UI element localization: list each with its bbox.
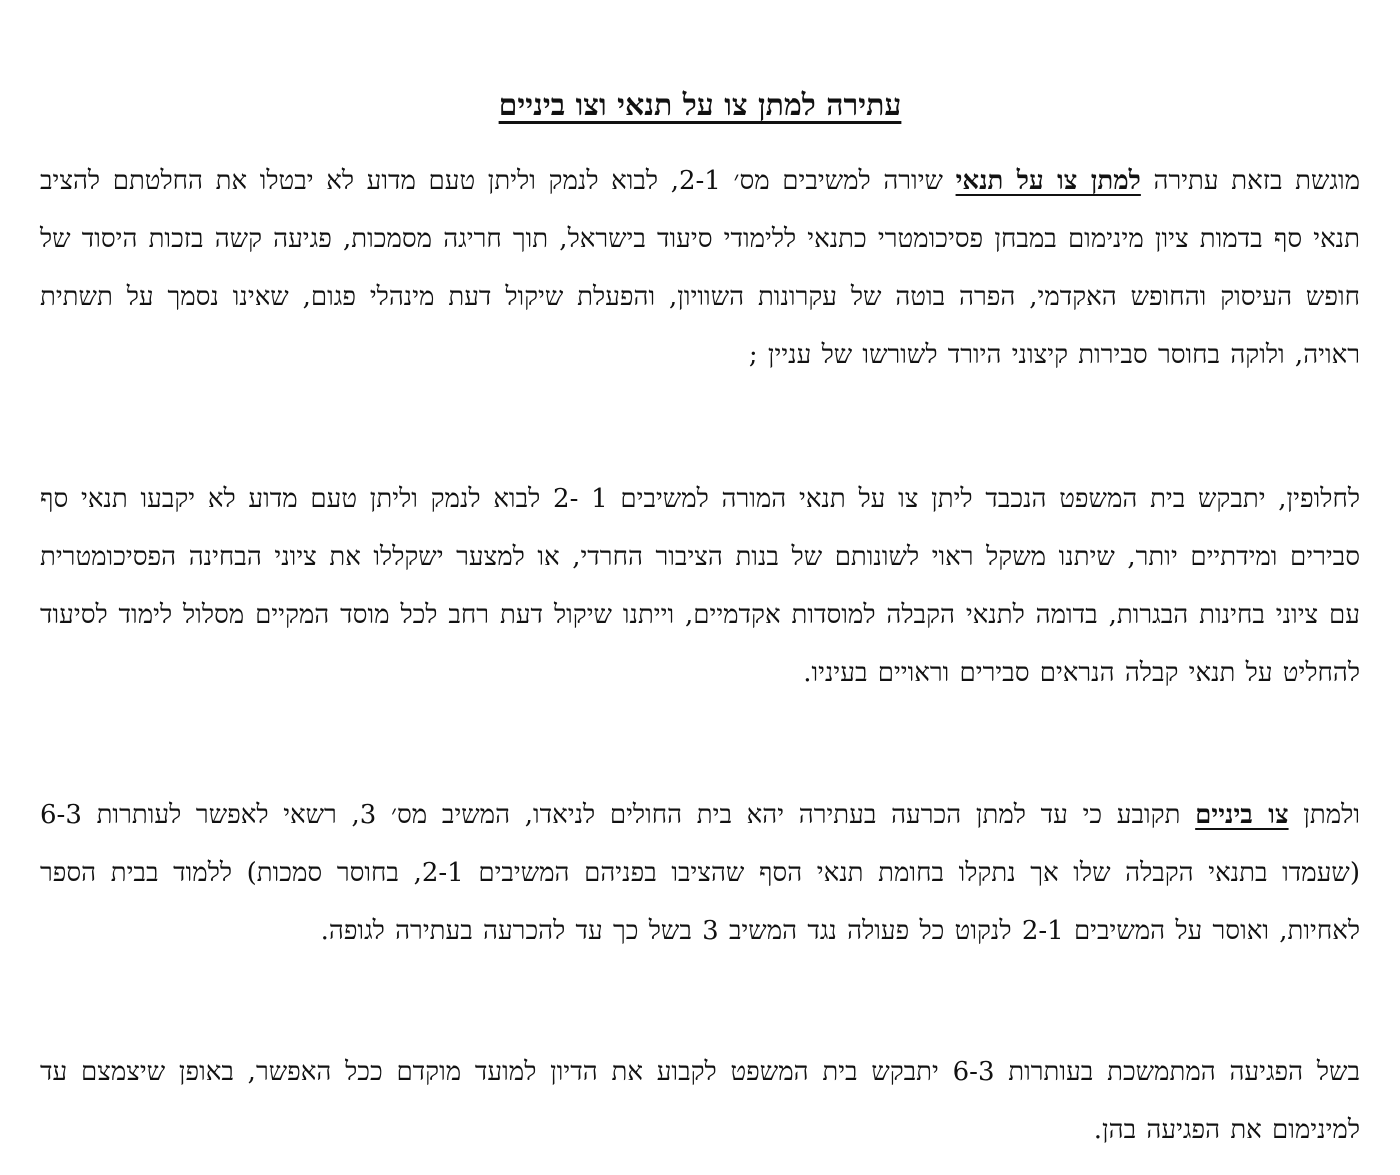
paragraph-interim-order	[40, 786, 1360, 960]
interim-order-emphasis: צו ביניים	[1195, 800, 1289, 830]
paragraph-main-request	[40, 152, 1360, 384]
paragraph-interim-order-intro: ולמתן	[1288, 800, 1360, 830]
paragraph-main-request-body: שיורה למשיבים מס׳ 2-1, לבוא לנמק וליתן טעם מדוע לא יבטלו את החלטתם להציב תנאי סף בדמות ציון מינימום במבחן פסיכומטרי כתנאי ללימודי סיעוד בישראל, תוך חריגה מסמכות, פגיעה קשה בזכות היסוד של חופש העיסוק והחופש האקדמי, הפרה בוטה של עקרונות השוויון, והפעלת שיקול דעת מינהלי פגום, שאינו נסמך על תשתית ראויה, ולוקה בחוסר סבירות קיצוני היורד לשורשו של עניין ;	[40, 166, 1360, 370]
paragraph-main-request-intro: מוגשת בזאת עתירה	[1140, 166, 1361, 196]
paragraph-interim-order-body: תקובע כי עד למתן הכרעה בעתירה יהא בית החולים לניאדו, המשיב מס׳ 3, רשאי לאפשר לעותרות 6-3 (שעמדו בתנאי הקבלה שלו אך נתקלו בחומת תנאי הסף שהציבו בפניהם המשיבים 2-1, בחוסר סמכות) ללמוד בבית הספר לאחיות, ואוסר על המשיבים 2-1 לנקוט כל פעולה נגד המשיב 3 בשל כך עד להכרעה בעתירה לגופה.	[40, 800, 1360, 946]
document-title: עתירה למתן צו על תנאי וצו ביניים	[498, 88, 902, 123]
paragraph-early-hearing: בשל הפגיעה המתמשכת בעותרות 6-3 יתבקש בית המשפט לקבוע את הדיון למועד מוקדם ככל האפשר, באופן שיצמצם עד למינימום את הפגיעה בהן.	[40, 1057, 1360, 1145]
conditional-order-emphasis: למתן צו על תנאי	[955, 166, 1141, 196]
paragraph-alternative-request: לחלופין, יתבקש בית המשפט הנכבד ליתן צו על תנאי המורה למשיבים 1 -2 לבוא לנמק וליתן טעם מדוע לא יקבעו תנאי סף סבירים ומידתיים יותר, שיתנו משקל ראוי לשונותם של בנות הציבור החרדי, או למצער ישקללו את ציוני הבחינה הפסיכומטרית עם ציוני בחינות הבגרות, בדומה לתנאי הקבלה למוסדות אקדמיים, וייתנו שיקול דעת רחב לכל מוסד המקיים מסלול לימוד לסיעוד להחליט על תנאי קבלה הנראים סבירים וראויים בעיניו.	[40, 484, 1360, 688]
